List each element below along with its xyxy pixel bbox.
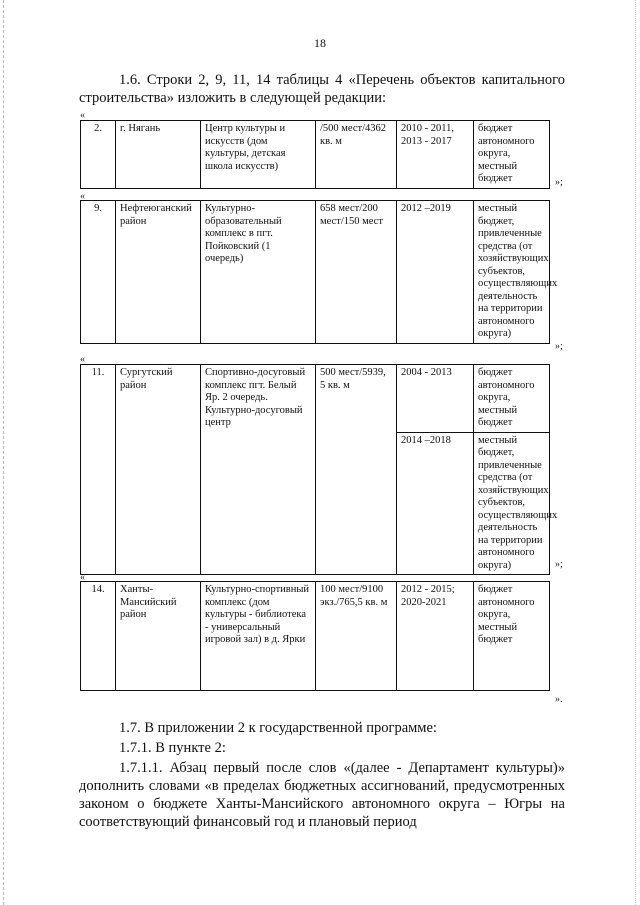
cell-num: 2. bbox=[81, 121, 116, 189]
cell-num: 14. bbox=[81, 582, 116, 691]
page-number: 18 bbox=[314, 36, 326, 50]
cell-area: Ханты-Мансийский район bbox=[116, 582, 201, 691]
cell-years-a: 2004 - 2013 bbox=[397, 365, 474, 433]
cell-capacity: /500 мест/4362 кв. м bbox=[316, 121, 397, 189]
quote-close-2: »; bbox=[555, 341, 563, 352]
intro-paragraph: 1.6. Строки 2, 9, 11, 14 таблицы 4 «Перечень объектов капитального строительства» изложить в следующей редакции: bbox=[79, 72, 565, 106]
quote-open-4: « bbox=[80, 572, 85, 583]
table-row-14 bbox=[80, 581, 550, 691]
cell-capacity: 500 мест/5939, 5 кв. м bbox=[316, 365, 397, 575]
quote-close-1: »; bbox=[555, 177, 563, 188]
cell-source-b: местный бюджет, привлеченные средства (от хозяйствующих субъектов, осуществляющих деятельность на территории автономного округа) bbox=[474, 432, 550, 575]
cell-object: Центр культуры и искусств (дом культуры, детская школа искусств) bbox=[201, 121, 316, 189]
quote-open-1: « bbox=[80, 110, 85, 121]
cell-area: Сургутский район bbox=[116, 365, 201, 575]
cell-capacity: 100 мест/9100 экз./765,5 кв. м bbox=[316, 582, 397, 691]
cell-num: 11. bbox=[81, 365, 116, 575]
cell-source-a: бюджет автономного округа, местный бюджет bbox=[474, 365, 550, 433]
table-row-9 bbox=[80, 200, 558, 344]
cell-object: Спортивно-досуговый комплекс пгт. Белый Яр. 2 очередь. Культурно-досуговый центр bbox=[201, 365, 316, 575]
cell-object: Культурно-образовательный комплекс в пгт. Пойковский (1 очередь) bbox=[201, 201, 316, 344]
cell-area: г. Нягань bbox=[116, 121, 201, 189]
quote-close-3: »; bbox=[555, 559, 563, 570]
paragraph-1-7-1-1: 1.7.1.1. Абзац первый после слов «(далее - Департамент культуры)» дополнить словами «в пределах бюджетных ассигнований, предусмотренных законом о бюджете Ханты-Мансийского автономного округа – Югры на соответствующий финансовый год и плановый период bbox=[79, 760, 565, 830]
cell-source: местный бюджет, привлеченные средства (от хозяйствующих субъектов, осуществляющих деятельность на территории автономного округа) bbox=[474, 201, 550, 344]
cell-area: Нефтеюганский район bbox=[116, 201, 201, 344]
quote-open-3: « bbox=[80, 354, 85, 365]
cell-source: бюджет автономного округа, местный бюджет bbox=[474, 582, 550, 691]
table-row-2 bbox=[80, 120, 550, 189]
page-right-edge bbox=[635, 0, 637, 905]
cell-years-b: 2014 –2018 bbox=[397, 432, 474, 575]
quote-open-2: « bbox=[80, 191, 85, 202]
page-left-edge bbox=[3, 0, 5, 905]
paragraph-1-7: 1.7. В приложении 2 к государственной программе: bbox=[119, 720, 437, 736]
cell-capacity: 658 мест/200 мест/150 мест bbox=[316, 201, 397, 344]
cell-years: 2010 - 2011, 2013 - 2017 bbox=[397, 121, 474, 189]
cell-years: 2012 - 2015; 2020-2021 bbox=[397, 582, 474, 691]
quote-close-4: ». bbox=[555, 694, 563, 705]
cell-source: бюджет автономного округа, местный бюджет bbox=[474, 121, 550, 189]
table-row-11 bbox=[80, 364, 558, 575]
cell-years: 2012 –2019 bbox=[397, 201, 474, 344]
cell-num: 9. bbox=[81, 201, 116, 344]
paragraph-1-7-1: 1.7.1. В пункте 2: bbox=[119, 740, 226, 756]
cell-object: Культурно-спортивный комплекс (дом культуры - библиотека - универсальный игровой зал) в д. Ярки bbox=[201, 582, 316, 691]
